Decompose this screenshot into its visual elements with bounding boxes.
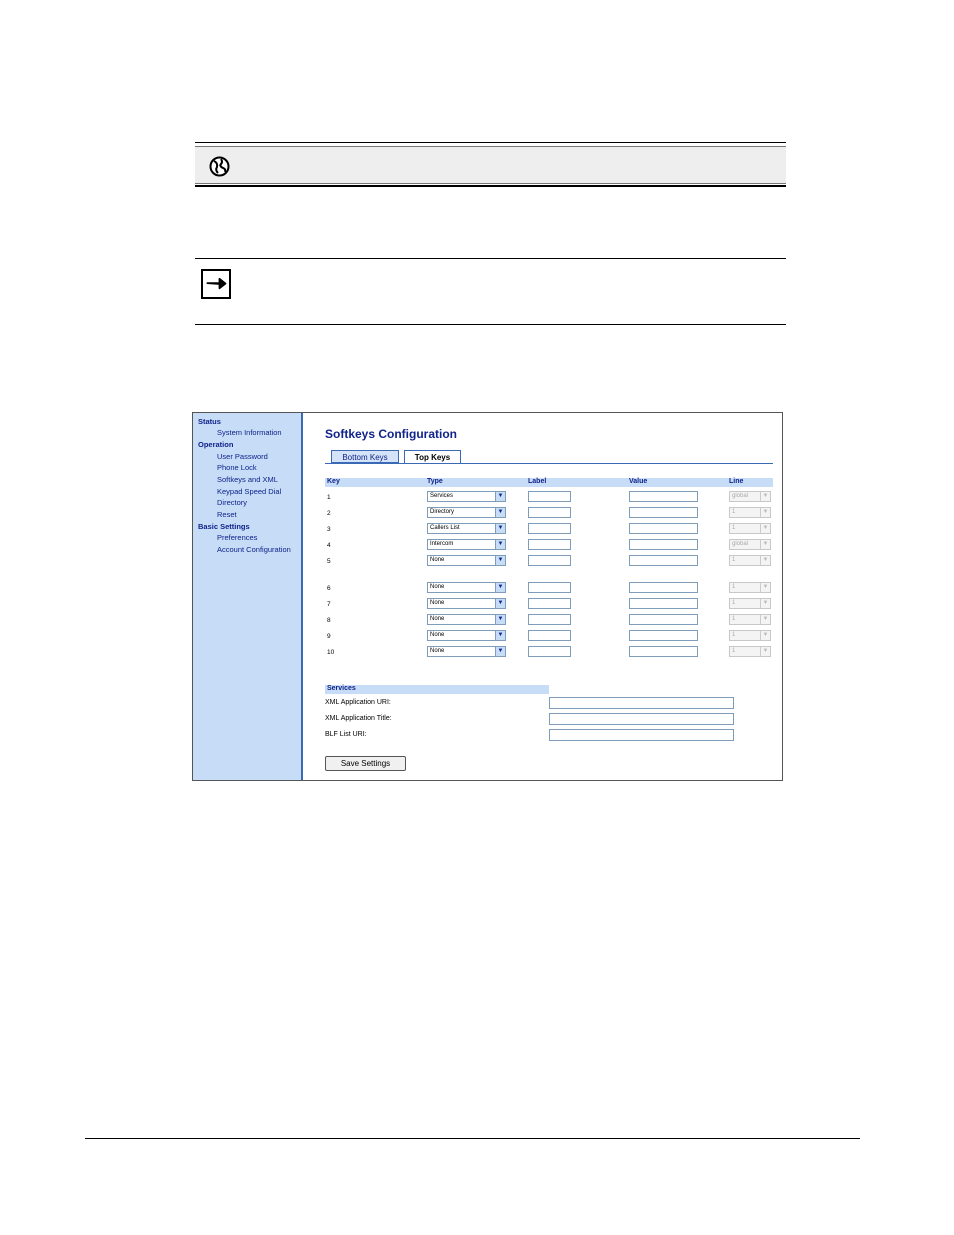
key-number: 6 [327,585,331,592]
main-content [303,413,782,780]
key-number: 10 [327,649,335,656]
type-select[interactable]: Services ▼ [427,491,506,502]
label-input[interactable] [528,491,571,502]
page-title: Softkeys Configuration [325,427,458,441]
chevron-down-icon[interactable]: ▼ [495,556,505,565]
chevron-down-icon[interactable]: ▼ [495,615,505,624]
chevron-down-icon: ▼ [760,540,770,549]
type-select[interactable]: None ▼ [427,598,506,609]
xml-application-uri-input[interactable] [549,697,734,709]
label-input[interactable] [528,523,571,534]
table-row [325,507,773,519]
column-header-label: Label [528,478,547,485]
label-input[interactable] [528,539,571,550]
table-header [325,478,773,487]
line-select: 1 ▼ [729,582,771,593]
key-number: 4 [327,542,331,549]
note-callout [195,258,786,325]
sidebar [193,413,303,780]
chevron-down-icon: ▼ [760,583,770,592]
callout-band [195,146,786,184]
chevron-down-icon: ▼ [760,615,770,624]
type-select[interactable]: Callers List ▼ [427,523,506,534]
xml-application-title-label: XML Application Title: [325,715,392,722]
type-select[interactable]: None ▼ [427,555,506,566]
table-row [325,491,773,503]
sidebar-section-basic-settings[interactable]: Basic Settings [198,522,250,531]
sidebar-section-status[interactable]: Status [198,417,221,426]
line-select: 1 ▼ [729,523,771,534]
chevron-down-icon: ▼ [760,492,770,501]
line-select: 1 ▼ [729,630,771,641]
sidebar-item-phone-lock[interactable]: Phone Lock [217,463,257,472]
key-number: 9 [327,633,331,640]
blf-list-uri-input[interactable] [549,729,734,741]
value-input[interactable] [629,555,698,566]
web-ui-callout [195,142,786,188]
chevron-down-icon: ▼ [760,556,770,565]
label-input[interactable] [528,630,571,641]
key-number: 8 [327,617,331,624]
sidebar-item-keypad-speed-dial[interactable]: Keypad Speed Dial [217,487,282,496]
label-input[interactable] [528,507,571,518]
chevron-down-icon[interactable]: ▼ [495,508,505,517]
key-number: 1 [327,494,331,501]
label-input[interactable] [528,555,571,566]
save-settings-button[interactable]: Save Settings [325,756,406,771]
value-input[interactable] [629,614,698,625]
line-select: global ▼ [729,539,771,550]
sidebar-item-reset[interactable]: Reset [217,510,237,519]
globe-icon [209,156,230,177]
table-row [325,555,773,567]
table-row [325,614,773,626]
type-select[interactable]: None ▼ [427,614,506,625]
type-select[interactable]: None ▼ [427,630,506,641]
chevron-down-icon: ▼ [760,508,770,517]
line-select: 1 ▼ [729,598,771,609]
chevron-down-icon[interactable]: ▼ [495,524,505,533]
key-number: 3 [327,526,331,533]
key-number: 5 [327,558,331,565]
sidebar-item-user-password[interactable]: User Password [217,452,268,461]
divider [195,142,786,143]
blf-list-uri-label: BLF List URI: [325,731,367,738]
chevron-down-icon: ▼ [760,599,770,608]
chevron-down-icon: ▼ [760,631,770,640]
label-input[interactable] [528,614,571,625]
column-header-key: Key [327,478,340,485]
value-input[interactable] [629,523,698,534]
label-input[interactable] [528,582,571,593]
sidebar-item-softkeys-and-xml[interactable]: Softkeys and XML [217,475,278,484]
table-row [325,646,773,658]
value-input[interactable] [629,646,698,657]
value-input[interactable] [629,598,698,609]
line-select: 1 ▼ [729,614,771,625]
column-header-type: Type [427,478,443,485]
chevron-down-icon[interactable]: ▼ [495,583,505,592]
column-header-line: Line [729,478,744,485]
sidebar-item-directory[interactable]: Directory [217,498,248,507]
tab-top-keys[interactable]: Top Keys [404,450,461,464]
table-row [325,598,773,610]
tab-bottom-keys[interactable]: Bottom Keys [331,450,399,463]
chevron-down-icon: ▼ [760,647,770,656]
value-input[interactable] [629,630,698,641]
value-input[interactable] [629,491,698,502]
type-select[interactable]: None ▼ [427,646,506,657]
chevron-down-icon[interactable]: ▼ [495,540,505,549]
key-number: 2 [327,510,331,517]
arrow-right-icon [201,269,231,299]
key-number: 7 [327,601,331,608]
divider [195,185,786,187]
chevron-down-icon[interactable]: ▼ [495,631,505,640]
services-header: Services [325,685,549,694]
sidebar-section-operation[interactable]: Operation [198,440,234,449]
line-select: 1 ▼ [729,646,771,657]
sidebar-item-system-information[interactable]: System Information [217,428,282,437]
type-select[interactable]: None ▼ [427,582,506,593]
tab-underline [325,463,773,464]
sidebar-item-preferences[interactable]: Preferences [217,533,258,542]
sidebar-item-account-configuration[interactable]: Account Configuration [217,545,291,554]
footer-divider [85,1138,860,1139]
chevron-down-icon[interactable]: ▼ [495,647,505,656]
table-row [325,582,773,594]
value-input[interactable] [629,507,698,518]
label-input[interactable] [528,598,571,609]
table-row [325,539,773,551]
web-ui-screenshot [192,412,783,781]
line-select: 1 ▼ [729,507,771,518]
line-select: 1 ▼ [729,555,771,566]
value-input[interactable] [629,582,698,593]
line-select: global ▼ [729,491,771,502]
value-input[interactable] [629,539,698,550]
table-row [325,523,773,535]
chevron-down-icon: ▼ [760,524,770,533]
type-select[interactable]: Directory ▼ [427,507,506,518]
type-select[interactable]: Intercom ▼ [427,539,506,550]
chevron-down-icon[interactable]: ▼ [495,599,505,608]
chevron-down-icon[interactable]: ▼ [495,492,505,501]
xml-application-title-input[interactable] [549,713,734,725]
label-input[interactable] [528,646,571,657]
table-row [325,630,773,642]
column-header-value: Value [629,478,648,485]
xml-application-uri-label: XML Application URI: [325,699,391,706]
